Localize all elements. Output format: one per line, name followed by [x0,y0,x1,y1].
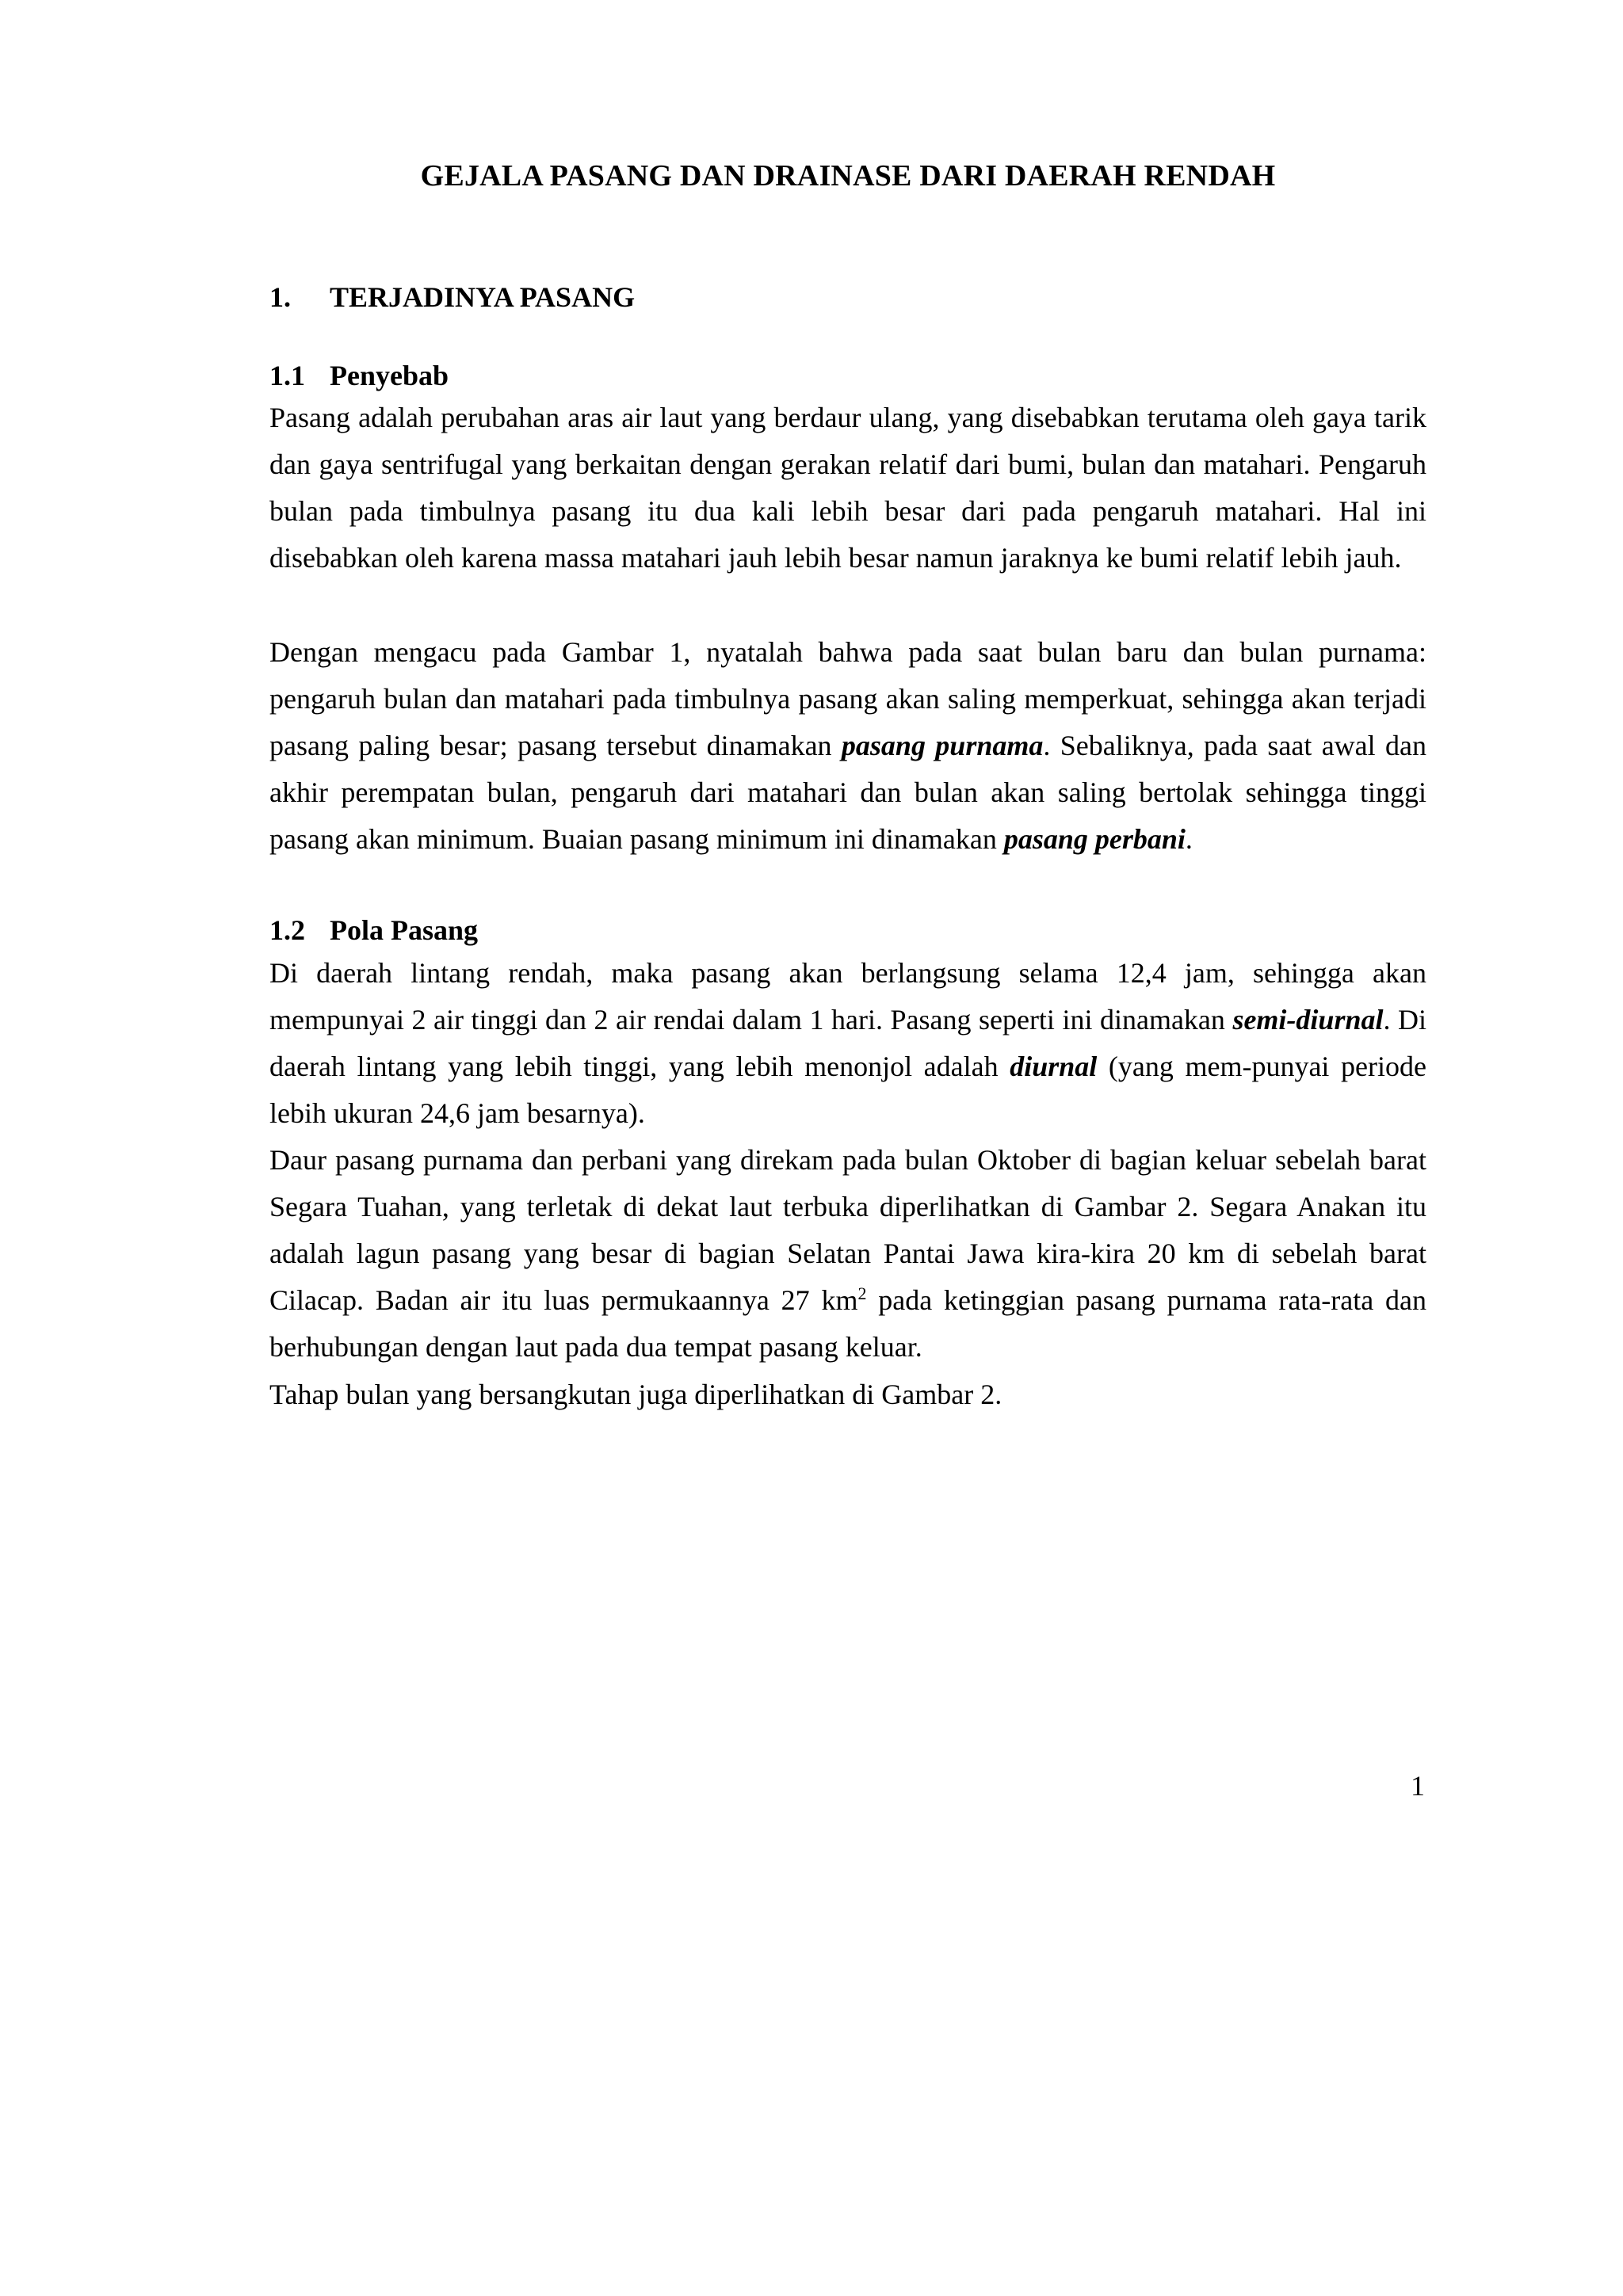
section-title: TERJADINYA PASANG [330,281,636,313]
paragraph-text: . Sebaliknya, pada saat awal dan akhir perempatan bulan, pengaruh dari matahari dan bulan akan saling bertolak sehingga tinggi pasang akan minimum. Buaian pasang minimum ini dinamakan [269,730,1426,855]
paragraph-text: Pasang adalah perubahan aras air laut yang berdaur ulang, yang disebabkan terutama oleh gaya tarik dan gaya sentrifugal yang berkaitan dengan gerakan relatif dari bumi, bulan dan matahari. Pengaruh bulan pada timbulnya pasang itu dua kali lebih besar dari pada pengaruh matahari. Hal ini disebabkan oleh karena massa matahari jauh lebih besar namun jaraknya ke bumi relatif lebih jauh. [269,402,1426,574]
term-semi-diurnal: semi-diurnal [1232,1004,1384,1035]
paragraph-text: . Di daerah lintang yang lebih tinggi, yang lebih menonjol adalah [269,1004,1427,1082]
subsection-heading-penyebab [269,357,449,395]
paragraph-penyebab-1 [269,395,1426,582]
paragraph-pola-pasang-1 [269,950,1426,1137]
paragraph-text: Tahap bulan yang bersangkutan juga diperlihatkan di Gambar 2. [269,1379,1002,1410]
subsection-number: 1.1 [269,360,305,391]
paragraph-penyebab-2 [269,629,1426,863]
paragraph-text: Daur pasang purnama dan perbani yang direkam pada bulan Oktober di bagian keluar sebelah barat Segara Tuahan, yang terletak di dekat laut terbuka diperlihatkan di Gambar 2. Segara Anakan itu adalah lagun pasang yang besar di bagian Selatan Pantai Jawa kira-kira 20 km di sebelah barat Cilacap. Badan air itu luas permukaannya 27 km [269,1144,1426,1316]
section-heading [269,278,635,316]
paragraph-text: pada ketinggian pasang purnama rata-rata dan berhubungan dengan laut pada dua tempat pasang keluar. [269,1284,1426,1363]
superscript: 2 [857,1283,867,1303]
subsection-title: Pola Pasang [330,914,479,946]
section-number: 1. [269,281,291,313]
paragraph-pola-pasang-2 [269,1137,1426,1371]
subsection-title: Penyebab [330,360,449,391]
term-diurnal: diurnal [1010,1051,1098,1082]
paragraph-text: . [1185,823,1193,855]
paragraph-text: Dengan mengacu pada Gambar 1, nyatalah bahwa pada saat bulan baru dan bulan purnama: pengaruh bulan dan matahari pada timbulnya pasang akan saling memperkuat, sehingga akan terjadi pasang paling besar; pasang tersebut dinamakan [269,636,1426,761]
term-pasang-purnama: pasang purnama [841,730,1044,761]
paragraph-pola-pasang-3 [269,1371,1426,1418]
term-pasang-perbani: pasang perbani [1003,823,1186,855]
document-title: GEJALA PASANG DAN DRAINASE DARI DAERAH RENDAH [420,159,1276,193]
subsection-heading-pola-pasang [269,911,478,949]
paragraph-text: Di daerah lintang rendah, maka pasang akan berlangsung selama 12,4 jam, sehingga akan mempunyai 2 air tinggi dan 2 air rendai dalam 1 hari. Pasang seperti ini dinamakan [269,957,1426,1035]
paragraph-text: (yang mem-punyai periode lebih ukuran 24,6 jam besarnya). [269,1051,1426,1129]
page-number: 1 [1411,1770,1425,1802]
subsection-number: 1.2 [269,914,305,946]
